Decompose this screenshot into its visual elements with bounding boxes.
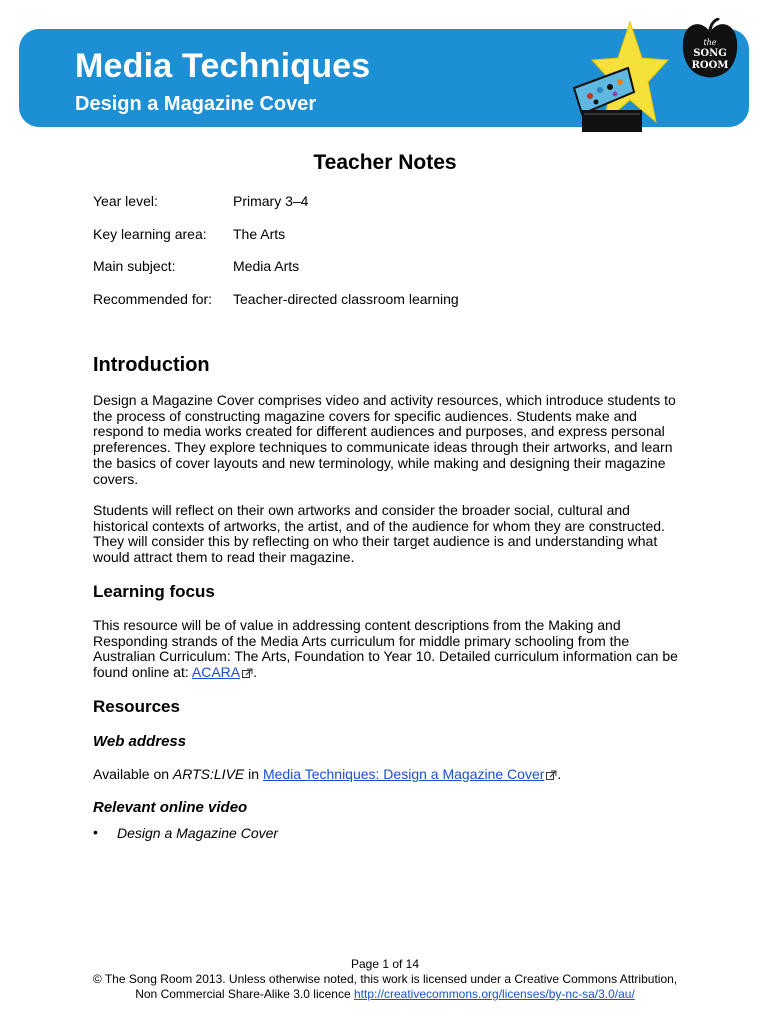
learning-focus-text: This resource will be of value in addressing content descriptions from the Making and Responding strands of the Media Arts curriculum for middle primary schooling from the Australian Curriculum: The Arts, Foundation to Year 10. Detailed curriculum information can be found online at: <box>93 617 678 681</box>
learning-focus-period: . <box>253 664 257 681</box>
introduction-heading: Introduction <box>93 354 210 376</box>
external-link-icon <box>546 770 557 780</box>
acara-link[interactable]: ACARA <box>191 664 241 681</box>
resources-heading: Resources <box>93 697 180 716</box>
page-footer <box>0 957 770 1002</box>
web-address-prefix: Available on <box>93 766 173 782</box>
meta-label: Year level: <box>93 193 158 209</box>
video-title: Design a Magazine Cover <box>117 825 279 841</box>
web-address-paragraph <box>93 767 683 783</box>
meta-label: Main subject: <box>93 258 176 274</box>
arts-live-name: ARTS:LIVE <box>172 766 245 782</box>
license-line-1: © The Song Room 2013. Unless otherwise noted, this work is licensed under a Creative Commons Attribution, <box>92 972 678 986</box>
learning-focus-paragraph <box>93 618 683 681</box>
meta-value: Primary 3–4 <box>233 193 309 209</box>
web-address-heading: Web address <box>93 733 187 750</box>
star-clapperboard-illustration <box>560 18 670 136</box>
license-prefix: Non Commercial Share-Alike 3.0 licence <box>135 987 354 1001</box>
introduction-paragraph-2: Students will reflect on their own artworks and consider the broader social, cultural and historical contexts of artworks, the artist, and of the audience for whom they are constructed. They will consider this by reflecting on who their target audience is and understanding what would attract them to read their magazine. <box>93 502 665 566</box>
web-address-period: . <box>557 766 562 782</box>
meta-value: Media Arts <box>233 258 300 274</box>
page-title: Media Techniques <box>75 47 371 85</box>
meta-label: Key learning area: <box>93 226 207 242</box>
learning-focus-heading: Learning focus <box>93 582 215 601</box>
license-link[interactable]: http://creativecommons.org/licenses/by-nc-sa/3.0/au/ <box>353 987 635 1001</box>
song-room-logo <box>680 18 740 80</box>
bullet-icon: • <box>93 824 98 840</box>
logo-word-song: SONG <box>693 48 727 59</box>
external-link-icon <box>242 668 253 678</box>
page-subtitle: Design a Magazine Cover <box>75 93 317 115</box>
license-line-2 <box>0 987 770 1002</box>
meta-value: Teacher-directed classroom learning <box>233 291 459 307</box>
web-address-mid: in <box>244 766 263 782</box>
logo-word-the: the <box>703 38 717 47</box>
introduction-paragraph-1: Design a Magazine Cover comprises video and activity resources, which introduce students to the process of constructing magazine covers for specific audiences. Students make and respond to media works created for different audiences and purposes, and express personal preferences. They explore techniques to communicate ideas through their artworks, and learn the basics of cover layouts and new terminology, while making and designing their magazine covers. <box>93 392 676 487</box>
logo-word-room: ROOM <box>691 60 729 71</box>
meta-label: Recommended for: <box>93 291 213 307</box>
doc-title: Teacher Notes <box>313 151 457 174</box>
meta-value: The Arts <box>233 226 286 242</box>
page-number: Page 1 of 14 <box>350 957 420 971</box>
media-techniques-link[interactable]: Media Techniques: Design a Magazine Cover <box>262 766 545 782</box>
relevant-video-heading: Relevant online video <box>93 799 248 816</box>
